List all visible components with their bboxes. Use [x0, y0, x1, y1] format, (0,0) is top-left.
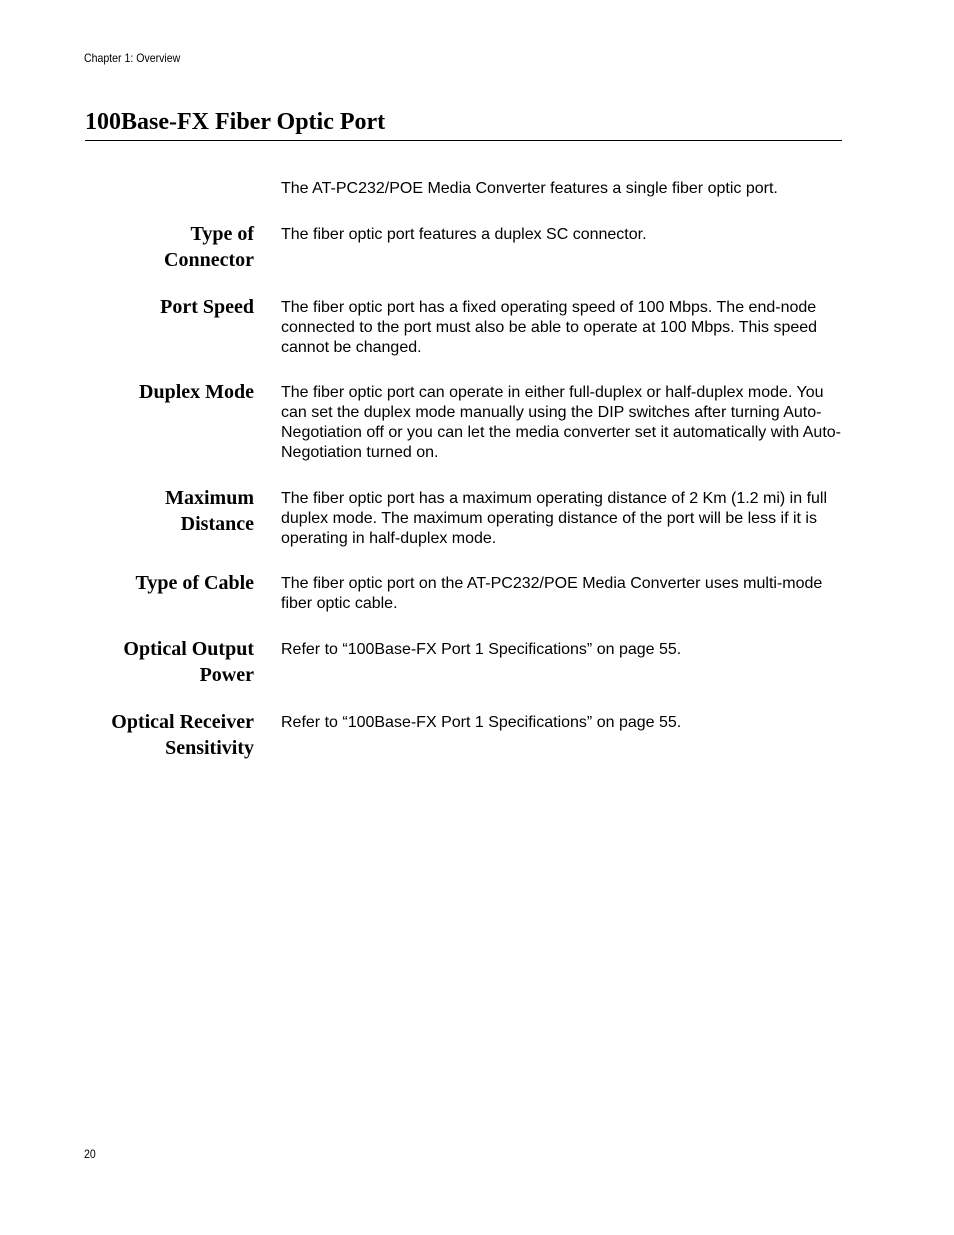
section-body: The fiber optic port features a duplex SC connector. [281, 226, 647, 243]
section-heading: Optical Output Power [123, 638, 254, 686]
page-title: 100Base-FX Fiber Optic Port [85, 109, 386, 135]
section-heading: Optical Receiver Sensitivity [111, 711, 254, 759]
running-header: Chapter 1: Overview [84, 51, 181, 65]
page-number: 20 [84, 1147, 96, 1161]
title-rule [85, 140, 842, 141]
section-body: The fiber optic port can operate in either full-duplex or half-duplex mode. You can set the duplex mode manually using the DIP switches after turning Auto-Negotiation off or you can let the media converter set it automatically with Auto-Negotiation turned on. [281, 384, 841, 461]
section-heading: Duplex Mode [139, 381, 254, 403]
section-body: Refer to “100Base-FX Port 1 Specifications” on page 55. [281, 641, 682, 658]
section-heading: Maximum Distance [165, 487, 254, 535]
section-heading: Type of Connector [164, 223, 254, 271]
section-body: Refer to “100Base-FX Port 1 Specifications” on page 55. [281, 714, 682, 731]
section-body: The fiber optic port has a fixed operating speed of 100 Mbps. The end-node connected to the port must also be able to operate at 100 Mbps. This speed cannot be changed. [281, 299, 818, 356]
section-body: The fiber optic port on the AT-PC232/POE Media Converter uses multi-mode fiber optic cable. [281, 575, 823, 612]
section-body: The fiber optic port has a maximum operating distance of 2 Km (1.2 mi) in full duplex mode. The maximum operating distance of the port will be less if it is operating in half-duplex mode. [281, 490, 828, 547]
section-heading: Port Speed [160, 296, 254, 318]
section-heading: Type of Cable [135, 572, 254, 594]
intro-paragraph: The AT-PC232/POE Media Converter features a single fiber optic port. [281, 180, 778, 197]
